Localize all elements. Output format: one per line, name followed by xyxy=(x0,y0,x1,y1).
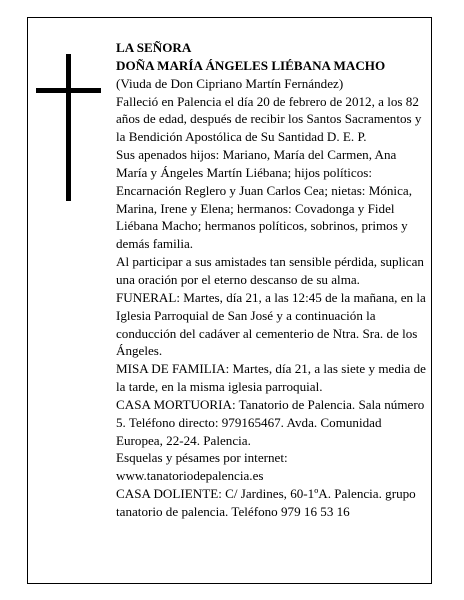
cross-icon xyxy=(66,54,71,201)
death-announcement: Falleció en Palencia el día 20 de febrero de 2012, a los 82 años de edad, después de recibir los Santos Sacramentos y la Bendición Apostólica de Su Santidad D. E. P. xyxy=(116,93,422,145)
prayer-request: Al participar a sus amistades tan sensible pérdida, suplican una oración por el eterno descanso de su alma. xyxy=(116,254,424,287)
deceased-name: DOÑA MARÍA ÁNGELES LIÉBANA MACHO xyxy=(116,57,386,73)
cross-icon-crossbar xyxy=(36,88,101,93)
online-condolences: Esquelas y pésames por internet: www.tanatoriodepalencia.es xyxy=(116,450,288,484)
family-home-info: CASA DOLIENTE: C/ Jardines, 60-1ºA. Palencia. grupo tanatorio de palencia. Teléfono 979 16 53 16 xyxy=(116,486,416,519)
family-list: Sus apenados hijos: Mariano, María del Carmen, Ana María y Ángeles Martín Liébana; hijos políticos: Encarnación Reglero y Juan Carlos Cea; nietas: Mónica, Marina, Irene y Elena; hermanos: Covadonga y Fidel Liébana Macho; hermanos políticos, sobrinos, primos y demás familia. xyxy=(116,147,412,252)
mortuary-info: CASA MORTUORIA: Tanatorio de Palencia. Sala número 5. Teléfono directo: 979165467. Avda. Comunidad Europea, 22-24. Palencia. xyxy=(116,396,425,448)
funeral-info: FUNERAL: Martes, día 21, a las 12:45 de la mañana, en la Iglesia Parroquial de San José y a continuación la conducción del cadáver al cementerio de Ntra. Sra. de los Ángeles. xyxy=(116,289,426,359)
widow-subtitle: (Viuda de Don Cipriano Martín Fernández) xyxy=(116,75,344,91)
family-mass-info: MISA DE FAMILIA: Martes, día 21, a las siete y media de la tarde, en la misma iglesia parroquial. xyxy=(116,361,426,395)
heading-line-1: LA SEÑORA xyxy=(116,40,192,55)
obituary-text xyxy=(116,39,426,521)
